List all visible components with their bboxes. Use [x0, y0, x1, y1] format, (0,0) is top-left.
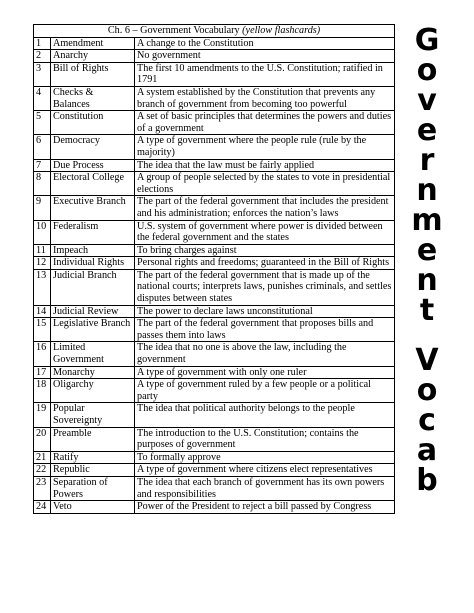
row-number: 18 [34, 379, 51, 403]
table-row [34, 501, 395, 514]
row-definition: To bring charges against [135, 244, 395, 257]
row-definition: The first 10 amendments to the U.S. Constitution; ratified in 1791 [135, 62, 395, 86]
table-row [34, 50, 395, 63]
row-term: Limited Government [51, 342, 135, 366]
row-definition: A group of people selected by the states to vote in presidential elections [135, 172, 395, 196]
row-term: Individual Rights [51, 257, 135, 270]
row-term: Preamble [51, 427, 135, 451]
row-term: Checks & Balances [51, 86, 135, 110]
row-number: 8 [34, 172, 51, 196]
row-number: 16 [34, 342, 51, 366]
row-definition: Personal rights and freedoms; guaranteed in the Bill of Rights [135, 257, 395, 270]
row-term: Federalism [51, 220, 135, 244]
row-number: 22 [34, 464, 51, 477]
table-row [34, 464, 395, 477]
row-number: 15 [34, 318, 51, 342]
row-definition: A type of government where citizens elect representatives [135, 464, 395, 477]
table-row [34, 269, 395, 305]
table-row [34, 62, 395, 86]
row-definition: A change to the Constitution [135, 37, 395, 50]
row-term: Electoral College [51, 172, 135, 196]
row-term: Veto [51, 501, 135, 514]
row-definition: The introduction to the U.S. Constitution; contains the purposes of government [135, 427, 395, 451]
vocabulary-table [33, 24, 395, 514]
row-term: Amendment [51, 37, 135, 50]
table-row [34, 451, 395, 464]
row-definition: The part of the federal government that is made up of the national courts; interprets laws, punishes criminals, and settles disputes between states [135, 269, 395, 305]
table-title-suffix: (yellow flashcards) [242, 25, 321, 36]
row-number: 19 [34, 403, 51, 427]
row-definition: A type of government ruled by a few people or a political party [135, 379, 395, 403]
table-row [34, 318, 395, 342]
row-number: 21 [34, 451, 51, 464]
row-term: Oligarchy [51, 379, 135, 403]
row-term: Separation of Powers [51, 476, 135, 500]
row-definition: To formally approve [135, 451, 395, 464]
row-definition: A type of government where the people rule (rule by the majority) [135, 135, 395, 159]
row-number: 23 [34, 476, 51, 500]
row-definition: The idea that no one is above the law, including the government [135, 342, 395, 366]
row-definition: The idea that each branch of government has its own powers and responsibilities [135, 476, 395, 500]
row-term: Judicial Branch [51, 269, 135, 305]
row-definition: The part of the federal government that includes the president and his administration; enforces the nation’s laws [135, 196, 395, 220]
row-term: Executive Branch [51, 196, 135, 220]
row-term: Bill of Rights [51, 62, 135, 86]
table-row [34, 220, 395, 244]
row-number: 13 [34, 269, 51, 305]
row-number: 24 [34, 501, 51, 514]
table-title-text: Ch. 6 – Government Vocabulary [107, 25, 240, 36]
table-title [34, 25, 395, 38]
row-term: Impeach [51, 244, 135, 257]
table-title-row [34, 25, 395, 38]
row-number: 17 [34, 366, 51, 379]
table-row [34, 172, 395, 196]
row-term: Judicial Review [51, 305, 135, 318]
row-definition: Power of the President to reject a bill passed by Congress [135, 501, 395, 514]
row-number: 2 [34, 50, 51, 63]
side-title [404, 23, 450, 498]
row-definition: A type of government with only one ruler [135, 366, 395, 379]
row-term: Monarchy [51, 366, 135, 379]
table-row [34, 196, 395, 220]
row-definition: The part of the federal government that proposes bills and passes them into laws [135, 318, 395, 342]
row-definition: No government [135, 50, 395, 63]
row-definition: The power to declare laws unconstitutional [135, 305, 395, 318]
row-number: 5 [34, 111, 51, 135]
row-number: 20 [34, 427, 51, 451]
table-row [34, 366, 395, 379]
row-definition: A system established by the Constitution that prevents any branch of government from becoming too powerful [135, 86, 395, 110]
side-title-word-1: G o v e r n m e n t [411, 23, 443, 328]
table-row [34, 305, 395, 318]
row-number: 3 [34, 62, 51, 86]
row-term: Constitution [51, 111, 135, 135]
row-number: 14 [34, 305, 51, 318]
table-row [34, 135, 395, 159]
table-row [34, 257, 395, 270]
row-term: Democracy [51, 135, 135, 159]
row-definition: The idea that the law must be fairly applied [135, 159, 395, 172]
row-number: 6 [34, 135, 51, 159]
vocabulary-sheet [33, 24, 395, 514]
row-definition: The idea that political authority belongs to the people [135, 403, 395, 427]
row-term: Legislative Branch [51, 318, 135, 342]
row-number: 4 [34, 86, 51, 110]
table-row [34, 427, 395, 451]
table-row [34, 244, 395, 257]
row-number: 1 [34, 37, 51, 50]
table-row [34, 342, 395, 366]
row-number: 12 [34, 257, 51, 270]
row-number: 9 [34, 196, 51, 220]
row-number: 7 [34, 159, 51, 172]
table-row [34, 159, 395, 172]
row-term: Popular Sovereignty [51, 403, 135, 427]
row-number: 11 [34, 244, 51, 257]
table-row [34, 111, 395, 135]
row-definition: U.S. system of government where power is divided between the federal government and the states [135, 220, 395, 244]
row-term: Republic [51, 464, 135, 477]
row-definition: A set of basic principles that determines the powers and duties of a government [135, 111, 395, 135]
row-term: Ratify [51, 451, 135, 464]
row-term: Anarchy [51, 50, 135, 63]
table-row [34, 37, 395, 50]
row-number: 10 [34, 220, 51, 244]
table-row [34, 86, 395, 110]
table-row [34, 403, 395, 427]
side-title-word-2: V o c a b [415, 343, 439, 498]
table-row [34, 379, 395, 403]
table-row [34, 476, 395, 500]
row-term: Due Process [51, 159, 135, 172]
